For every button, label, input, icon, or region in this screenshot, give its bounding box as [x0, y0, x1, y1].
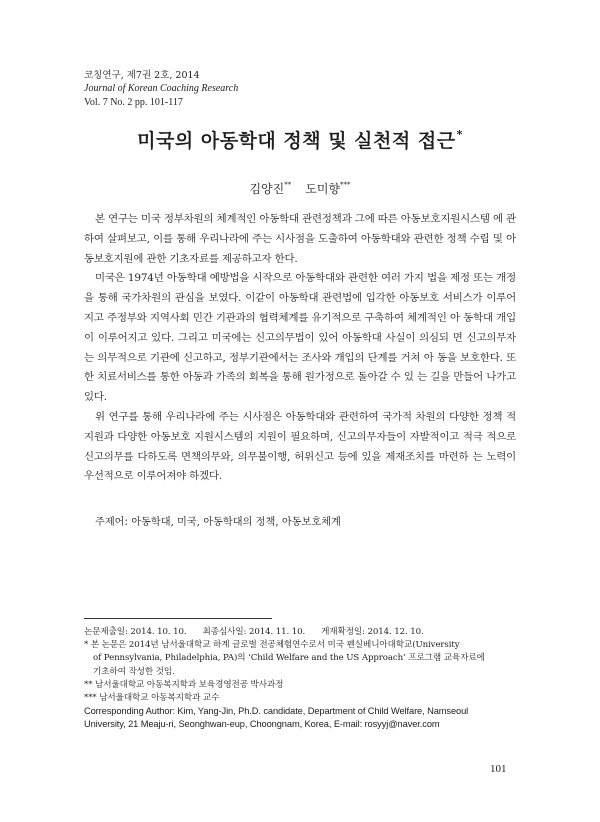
abstract-line: 적 지원과 다양한 아동보호 지원시스템의 지원이 필요하며, 신고의무자들이 자발적이고 적극 — [84, 410, 516, 443]
page-number: 101 — [490, 763, 507, 775]
abstract-line: 위 연구를 통해 우리나라에 주는 시사점은 아동학대와 관련하여 국가적 차원의 다양한 정책 — [95, 410, 503, 423]
keywords-text: 아동학대, 미국, 아동학대의 정책, 아동보호체계 — [131, 517, 341, 528]
abstract-line: 본 연구는 미국 정부차원의 체계적인 아동학대 관련정책과 그에 따른 아동보호지원시스템 — [95, 213, 490, 225]
corresponding-author: Corresponding Author: Kim, Yang-Jin, Ph.D. candidate, Department of Child Welfare, Namseoul — [84, 706, 469, 717]
footnotes — [84, 626, 520, 732]
author-name: 도미향 — [305, 182, 341, 196]
abstract-line: 면 신고의무자는 의무적으로 기관에 신고하고, 정부기관에서는 조사와 개입의 단계를 거쳐 아 — [84, 331, 517, 364]
paper-title — [0, 126, 600, 153]
journal-korean-citation: 코칭연구, 제7권 2호, 2014 — [84, 70, 200, 81]
abstract-paragraph — [84, 408, 516, 487]
footnote-line: 기초하여 작성한 것임. — [93, 666, 175, 677]
abstract — [84, 210, 516, 487]
abstract-paragraph — [84, 269, 516, 408]
journal-volume: Vol. 7 No. 2 pp. 101-117 — [84, 96, 183, 108]
date-submitted: 논문제출일: 2014. 10. 10. — [84, 627, 187, 637]
keywords — [95, 516, 515, 530]
date-reviewed: 최종심사일: 2014. 11. 10. — [202, 627, 306, 637]
author-name: 김양진 — [249, 182, 285, 196]
abstract-line: 미국은 1974년 아동학대 예방법을 시작으로 아동학대와 관련한 여러 가지 법을 제정 또는 — [95, 272, 493, 285]
author-mark: ** — [284, 181, 292, 189]
author-mark: *** — [340, 181, 351, 189]
abstract-line: 이루어지고 주정부와 지역사회 민간 기관과의 협력체계를 유기적으로 구축하여 체계적인 아 — [84, 292, 517, 324]
paper-title-text: 미국의 아동학대 정책 및 실천적 접근 — [137, 130, 456, 152]
footnote-line: * 본 논문은 2014년 남서울대학교 하계 글로벌 전공체험연수로서 미국 펜실베니아대학교(University — [84, 640, 460, 651]
footnote-line: of Pennsylvania, Philadelphia, PA)의 ‘Child Welfare and the US Approach’ 프로그램 교육자료에 — [93, 653, 485, 664]
submission-dates — [84, 626, 520, 639]
author-list — [0, 180, 600, 197]
title-footnote-mark: * — [456, 128, 463, 141]
footnote-author-2: ** 남서울대학교 아동복지학과 보육경영전공 박사과정 — [84, 679, 284, 690]
abstract-line: 적으로 신고의무를 다하도록 면책의무와, 의무불이행, 허위신고 등에 있을 제재조치를 마련하 — [84, 430, 516, 463]
abstract-line: 동학대 개입이 이루어지고 있다. 그리고 미국에는 신고의무법이 있어 아동학대 사실이 의심되 — [84, 311, 517, 344]
abstract-line: 는 노력이 우선적으로 이루어져야 하겠다. — [84, 450, 516, 483]
abstract-paragraph — [84, 210, 516, 269]
date-accepted: 게재확정일: 2014. 12. 10. — [321, 627, 424, 637]
journal-header — [84, 69, 238, 109]
corresponding-address: University, 21 Meaju-ri, Seonghwan-eup, Choongnam, Korea, E-mail: rosyyj@naver.com — [84, 719, 440, 730]
abstract-line: 개정을 통해 국가차원의 관심을 보였다. 이같이 아동학대 관련법에 입각한 아동보호 서비스가 — [84, 272, 517, 305]
abstract-line: 는 길을 만들어 나가고 있다. — [84, 371, 516, 404]
keywords-label: 주제어: — [95, 517, 128, 528]
abstract-line: 동을 보호한다. 또한 치료서비스를 통한 아동과 가족의 회복을 통해 원가정으로 돌아갈 수 있 — [84, 351, 516, 384]
journal-english-name: Journal of Korean Coaching Research — [84, 83, 239, 95]
footnote-divider — [84, 618, 272, 619]
abstract-line: 수립 및 아동보호지원에 관한 기초자료를 제공하고자 한다. — [84, 232, 516, 265]
abstract-line: 에 관하여 살펴보고, 이를 통해 우리나라에 주는 시사점을 도출하여 아동학대와 관련한 정책 — [84, 213, 516, 245]
footnote-author-3: *** 남서울대학교 아동복지학과 교수 — [84, 693, 220, 704]
